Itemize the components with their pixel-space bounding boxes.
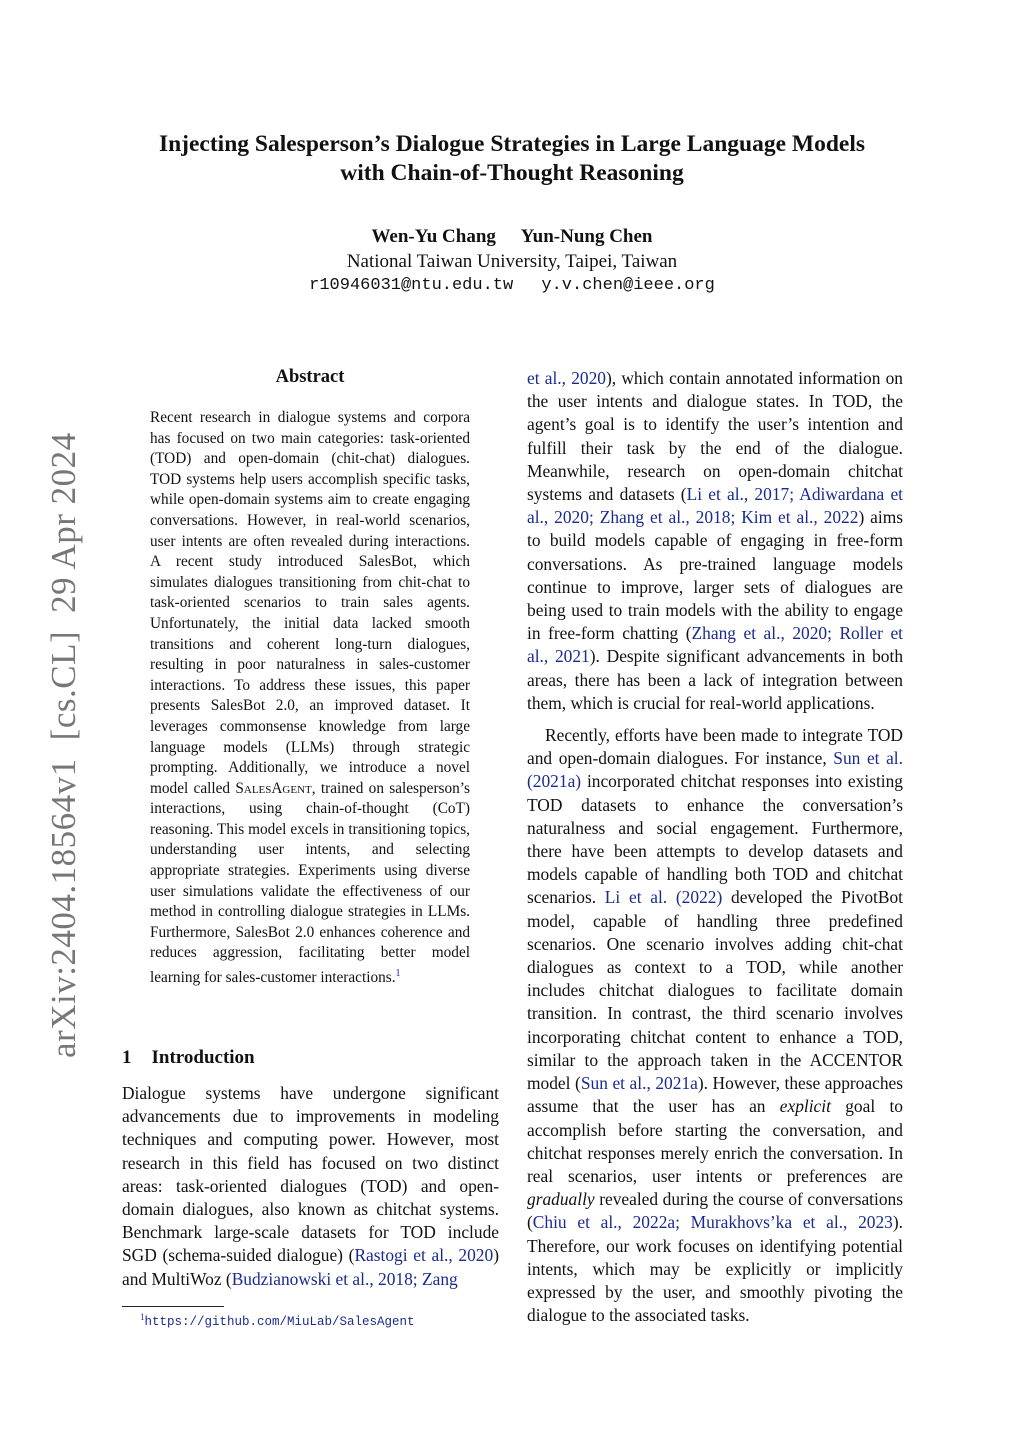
abstract-heading: Abstract <box>275 367 345 387</box>
footnote-url[interactable]: https://github.com/MiuLab/SalesAgent <box>144 1315 415 1330</box>
right-column <box>527 367 903 1327</box>
intro-text-2: ) and MultiWoz ( <box>122 1245 499 1289</box>
citation-link[interactable]: Li et al., 2017; Adiwardana et al., 2020; Zhang et al., 2018; Kim et al., 2022 <box>527 484 903 528</box>
footnote-number: 1 <box>140 1312 145 1322</box>
author-2: Yun-Nung Chen <box>520 226 653 247</box>
arxiv-category: [cs.CL] <box>44 630 83 741</box>
intro-text-1: Dialogue systems have undergone significant advancements due to improvements in modeling techniques and computing power. However, most research in this field has focused on two distinct areas: task-oriented dialogues (TOD) and open-domain dialogues, also known as chitchat systems. Benchmark large-scale datasets for TOD include SGD (schema-suided dialogue) ( <box>122 1083 499 1266</box>
section-number: 1 <box>122 1047 132 1068</box>
email-2[interactable]: y.v.chen@ieee.org <box>541 276 715 295</box>
abstract-text-1: Recent research in dialogue systems and corpora has focused on two main categories: task-oriented (TOD) and open-domain (chit-chat) dialogues. TOD systems help users accomplish specific tasks, while open-domain systems aim to create engaging conversations. However, in real-world scenarios, user intents are often revealed during interactions. A recent study introduced SalesBot, which simulates dialogues transitioning from chit-chat to task-oriented scenarios to train sales agents. Unfortunately, the initial data lacked smooth transitions and coherent long-turn dialogues, resulting in poor naturalness in sales-customer interactions. To address these issues, this paper presents SalesBot 2.0, an improved dataset. It leverages commonsense knowledge from large language models (LLMs) through strategic prompting. Additionally, we introduce a novel model called <box>150 409 470 797</box>
abstract-body <box>150 408 470 989</box>
model-name: SalesAgent <box>235 779 312 797</box>
email-list <box>0 276 1024 295</box>
p1-text-b: ) aims to build models capable of engaging in free-form conversations. As pre-trained language models continue to improve, larger sets of dialogues are being used to train models with the ability to engage in free-form chatting ( <box>527 507 904 644</box>
paragraph-1 <box>527 367 903 715</box>
intro-paragraph <box>122 1082 499 1291</box>
title-line-2: with Chain-of-Thought Reasoning <box>340 160 684 186</box>
email-1[interactable]: r10946031@ntu.edu.tw <box>309 276 514 295</box>
affiliation: National Taiwan University, Taipei, Taiwan <box>346 251 678 272</box>
citation-link[interactable]: Li et al. (2022) <box>604 887 723 908</box>
citation-link[interactable]: Budzianowski et al., 2018; Zang <box>231 1268 458 1289</box>
citation-link[interactable]: Sun et al., 2021a <box>580 1073 698 1094</box>
paper-title <box>0 130 1024 188</box>
author-1: Wen-Yu Chang <box>371 226 496 247</box>
arxiv-date: 29 Apr 2024 <box>44 432 83 613</box>
p2-text-e: goal to accomplish before starting the conversation, and chitchat responses merely enrich the conversation. In real scenarios, user intents or preferences are <box>527 1096 903 1186</box>
emphasis-gradually: gradually <box>527 1189 595 1210</box>
p1-text-a: ), which contain annotated information on the user intents and dialogue states. In TOD, the agent’s goal is to identify the user’s intention and fulfill their task by the end of the dialogue. Meanwhile, research on open-domain chitchat systems and datasets ( <box>527 368 903 505</box>
abstract-text-2: , trained on salesperson’s interactions, using chain-of-thought (CoT) reasoning. This model excels in transitioning topics, understanding user intents, and selecting appropriate strategies. Experiments using diverse user simulations validate the effectiveness of our method in controlling dialogue strategies in LLMs. Furthermore, SalesBot 2.0 enhances coherence and reduces aggression, facilitating better model learning for sales-customer interactions. <box>150 779 470 987</box>
paragraph-2 <box>527 724 903 1327</box>
p2-text-c: developed the PivotBot model, capable of handling three predefined scenarios. One scenario involves adding chit-chat dialogues as context to a TOD, while another includes chitchat dialogues to facilitate domain transition. In contrast, the third scenario involves incorporating chitchat content to enhance a TOD, similar to the approach taken in the ACCENTOR model ( <box>527 887 904 1094</box>
p2-text-a: Recently, efforts have been made to integrate TOD and open-domain dialogues. For instance, <box>527 725 903 769</box>
citation-link[interactable]: et al., 2020 <box>527 368 607 388</box>
emphasis-explicit: explicit <box>779 1096 831 1117</box>
section-title: Introduction <box>151 1047 255 1068</box>
footnote-divider <box>122 1306 224 1307</box>
citation-link[interactable]: Rastogi et al., 2020 <box>354 1245 494 1266</box>
author-list <box>0 226 1024 248</box>
p2-text-f: revealed during the course of conversations ( <box>527 1189 903 1233</box>
arxiv-stamp <box>44 418 84 1058</box>
title-line-1: Injecting Salesperson’s Dialogue Strategies in Large Language Models <box>158 131 866 157</box>
citation-link[interactable]: Chiu et al., 2022a; Murakhovs’ka et al., 2023 <box>532 1212 893 1233</box>
p1-text-c: ). Despite significant advancements in both areas, there has been a lack of integration between them, which is crucial for real-world applications. <box>527 646 904 713</box>
arxiv-id[interactable]: arXiv:2404.18564v1 <box>44 758 83 1058</box>
p2-text-g: ). Therefore, our work focuses on identifying potential intents, which may be explicitly or implicitly expressed by the user, and smoothly pivoting the dialogue to the associated tasks. <box>527 1212 903 1326</box>
footnote-marker[interactable]: 1 <box>395 968 401 980</box>
p2-text-d: ). However, these approaches assume that the user has an <box>527 1073 904 1117</box>
section-heading-introduction <box>122 1047 255 1069</box>
footnote <box>140 1312 415 1329</box>
citation-link[interactable]: Zhang et al., 2020; Roller et al., 2021 <box>527 623 904 667</box>
p2-text-b: incorporated chitchat responses into existing TOD datasets to enhance the conversation’s naturalness and social engagement. Furthermore, there have been attempts to develop datasets and models capable of handling both TOD and chitchat scenarios. <box>527 771 903 908</box>
citation-link[interactable]: Sun et al. (2021a) <box>527 748 903 792</box>
